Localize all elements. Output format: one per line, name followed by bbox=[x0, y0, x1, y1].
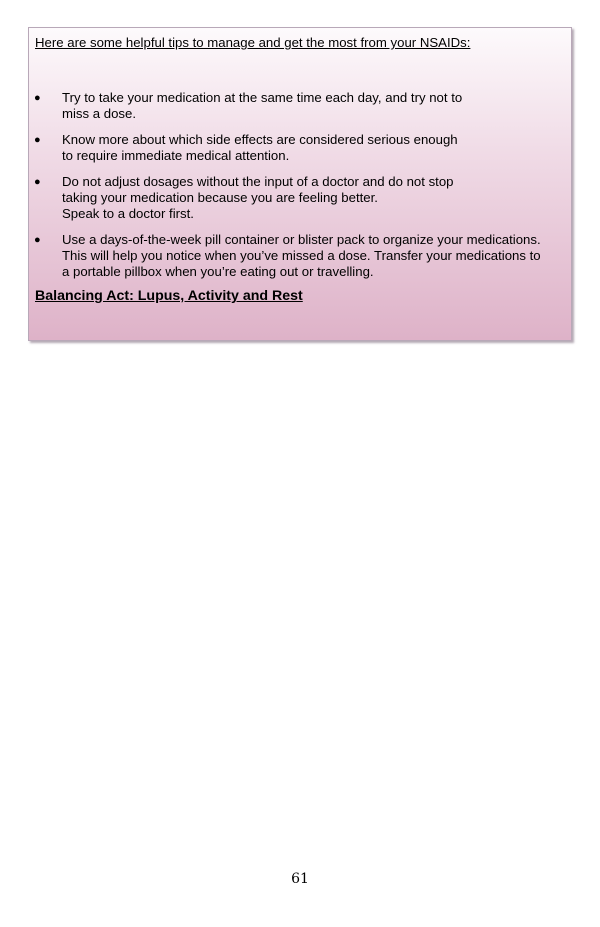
tip-line: to require immediate medical attention. bbox=[62, 148, 290, 163]
bullet-icon: ● bbox=[34, 92, 41, 104]
tips-heading: Here are some helpful tips to manage and get the most from your NSAIDs: bbox=[35, 35, 471, 50]
tip-line: Do not adjust dosages without the input of a doctor and do not stop bbox=[62, 174, 454, 189]
tip-item bbox=[29, 232, 571, 280]
tip-item bbox=[29, 174, 571, 222]
tip-line: Use a days-of-the-week pill container or blister pack to organize your medications. bbox=[62, 232, 541, 247]
page-number: 61 bbox=[291, 871, 309, 887]
tip-item bbox=[29, 132, 571, 164]
bullet-icon: ● bbox=[34, 134, 41, 146]
tip-line: Speak to a doctor first. bbox=[62, 206, 194, 221]
tip-line: This will help you notice when you’ve missed a dose. Transfer your medications to bbox=[62, 248, 541, 263]
tip-line: Try to take your medication at the same time each day, and try not to bbox=[62, 90, 463, 105]
tip-line: Know more about which side effects are considered serious enough bbox=[62, 132, 458, 147]
tips-box bbox=[28, 27, 572, 341]
section-title: Balancing Act: Lupus, Activity and Rest bbox=[35, 288, 303, 304]
bullet-icon: ● bbox=[34, 176, 41, 188]
bullet-icon: ● bbox=[34, 234, 41, 246]
tip-line: miss a dose. bbox=[62, 106, 137, 121]
tip-line: a portable pillbox when you’re eating out or travelling. bbox=[62, 264, 374, 279]
tip-line: taking your medication because you are feeling better. bbox=[62, 190, 378, 205]
tip-item bbox=[29, 90, 571, 122]
tips-list bbox=[29, 90, 571, 290]
